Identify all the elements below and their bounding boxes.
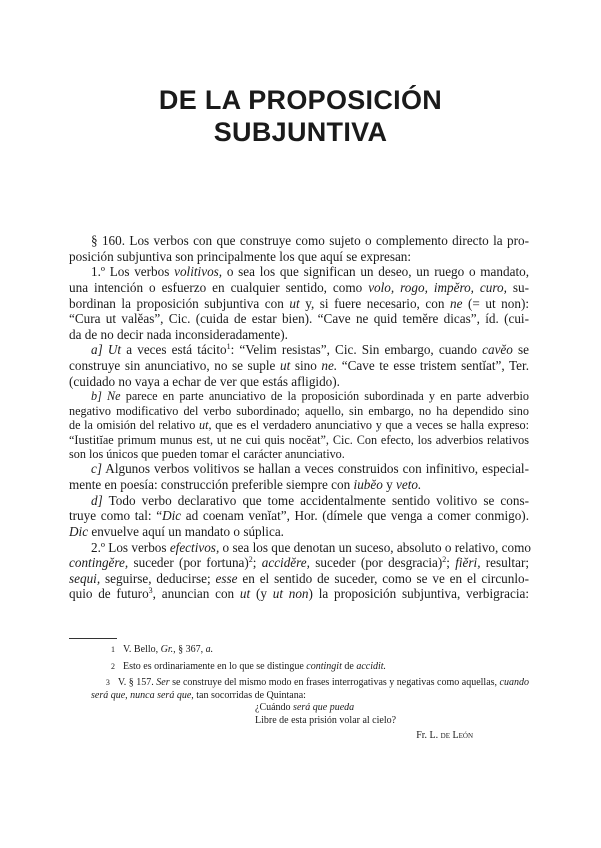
footnote-text: V. Bello, Gr., § 367, a. <box>123 644 214 655</box>
footnote-number: 1 <box>111 645 115 654</box>
verse-line-2: Libre de esta prisión volar al cielo? <box>255 714 397 726</box>
footnote-ref: 2 <box>248 555 253 565</box>
text-line: truye como tal: “Dic ad coenam venĭat”, Hor. (dímele que venga a comer conmigo). <box>69 508 529 524</box>
footnote-number: 3 <box>105 678 110 688</box>
text-line: “Cura ut valĕas”, Cic. (cuida de estar bien). “Cave ne quid temĕre dicas”, íd. (cui- <box>69 311 529 327</box>
text-line: negativo modificativo del verbo subordinado; aquello, sin embargo, no ha dependido sino <box>69 403 529 418</box>
text-line: Dic envuelve aquí un mandato o súplica. <box>69 523 284 539</box>
footnote-ref: 2 <box>442 555 447 565</box>
text-line: posición subjuntiva son principalmente los que aquí se expresan: <box>69 248 412 264</box>
paragraph-c <box>69 461 529 492</box>
footnote-text: Esto es ordinariamente en lo que se distingue contingit de accidit. <box>123 660 387 672</box>
text-line: § 160. Los verbos con que construye como sujeto o complemento directo la pro- <box>91 233 529 248</box>
text-line: mente en poesía: construcción preferible siempre con iubĕo y veto. <box>69 477 422 492</box>
footnote-1 <box>69 644 529 657</box>
text-line: 1.º Los verbos volitivos, o sea los que significan un deseo, un ruego o mandato, <box>91 264 530 280</box>
text-line: quio de futuro$^3$, anuncian con ut (y ut non) la proposición subjuntiva, verbigracia: <box>69 586 529 602</box>
footnote-divider <box>69 638 117 639</box>
paragraph-efectivos <box>69 540 529 603</box>
footnote-line <box>69 677 529 690</box>
paragraph-volitivos <box>69 264 529 342</box>
footnote-line: será que, nunca será que, tan socorridas de Quintana: <box>91 689 306 701</box>
body-text <box>69 233 529 602</box>
text-line: (cuidado no vaya a echar de ver que estás afligido). <box>69 373 340 389</box>
text-line: da de no decir nada inconsideradamente). <box>69 326 288 342</box>
text-line: son los únicos que pueden tomar el carácter anunciativo. <box>69 446 345 461</box>
text-line: contingĕre, suceder (por fortuna)$^2$; accidĕre, suceder (por desgracia)$^2$; fiĕri, resultar; <box>69 555 529 571</box>
text-line: “Iustitĭae primum munus est, ut ne cui quis nocĕat”, Cic. Con efecto, los adverbios relativos <box>69 432 529 447</box>
text-line: c] Algunos verbos volitivos se hallan a veces construidos con infinitivo, especial- <box>91 461 529 477</box>
footnote-2 <box>69 661 529 674</box>
footnote-3 <box>69 677 529 742</box>
verse-line-1: ¿Cuándo será que pueda <box>255 702 355 714</box>
text-line: 2.º Los verbos efectivos, o sea los que denotan un suceso, absoluto o relativo, como <box>91 539 531 555</box>
chapter-title <box>0 84 601 148</box>
text-line: bordinan la proposición subjuntiva con ut y, si fuere necesario, con ne (= ut non): <box>69 295 529 311</box>
text-line: sequi, seguirse, deducirse; esse en el sentido de suceder, como se ve en el circunlo- <box>69 570 530 586</box>
text-line: a] Ut a veces está tácito$^1$: “Velim resistas”, Cic. Sin embargo, cuando cavĕo se <box>91 342 530 358</box>
verse-attribution: Fr. L. de León <box>416 729 473 741</box>
paragraph-a <box>69 342 529 389</box>
paragraph-160 <box>69 233 529 264</box>
footnote-ref: 3 <box>148 586 153 596</box>
footnote-text: V. § 157. Ser se construye del mismo modo en frases interrogativas y negativas como aquellas, cuando <box>117 677 529 689</box>
paragraph-d <box>69 493 529 540</box>
chapter-title-line-1: DE LA PROPOSICIÓN <box>158 85 443 115</box>
text-line: b] Ne parece en parte anunciativo de la proposición subordinada y en parte adverbio <box>91 389 530 404</box>
text-line: d] Todo verbo declarativo que tome accidentalmente sentido volitivo se cons- <box>91 492 529 508</box>
footnote-number: 2 <box>111 661 115 671</box>
text-line: una intención o esfuerzo en cualquier sentido, como volo, rogo, impĕro, curo, su- <box>69 279 529 295</box>
text-line: construye sin anunciativo, no se suple ut sino ne. “Cave te esse tristem sentĭat”, Ter. <box>69 358 529 374</box>
chapter-title-line-2: SUBJUNTIVA <box>213 117 388 147</box>
text-line: de la omisión del relativo ut, que es el verdadero anunciativo y que a veces se halla expreso: <box>69 418 529 433</box>
footnote-ref: 1 <box>226 342 231 352</box>
paragraph-b <box>69 389 529 461</box>
footnotes <box>69 644 529 742</box>
